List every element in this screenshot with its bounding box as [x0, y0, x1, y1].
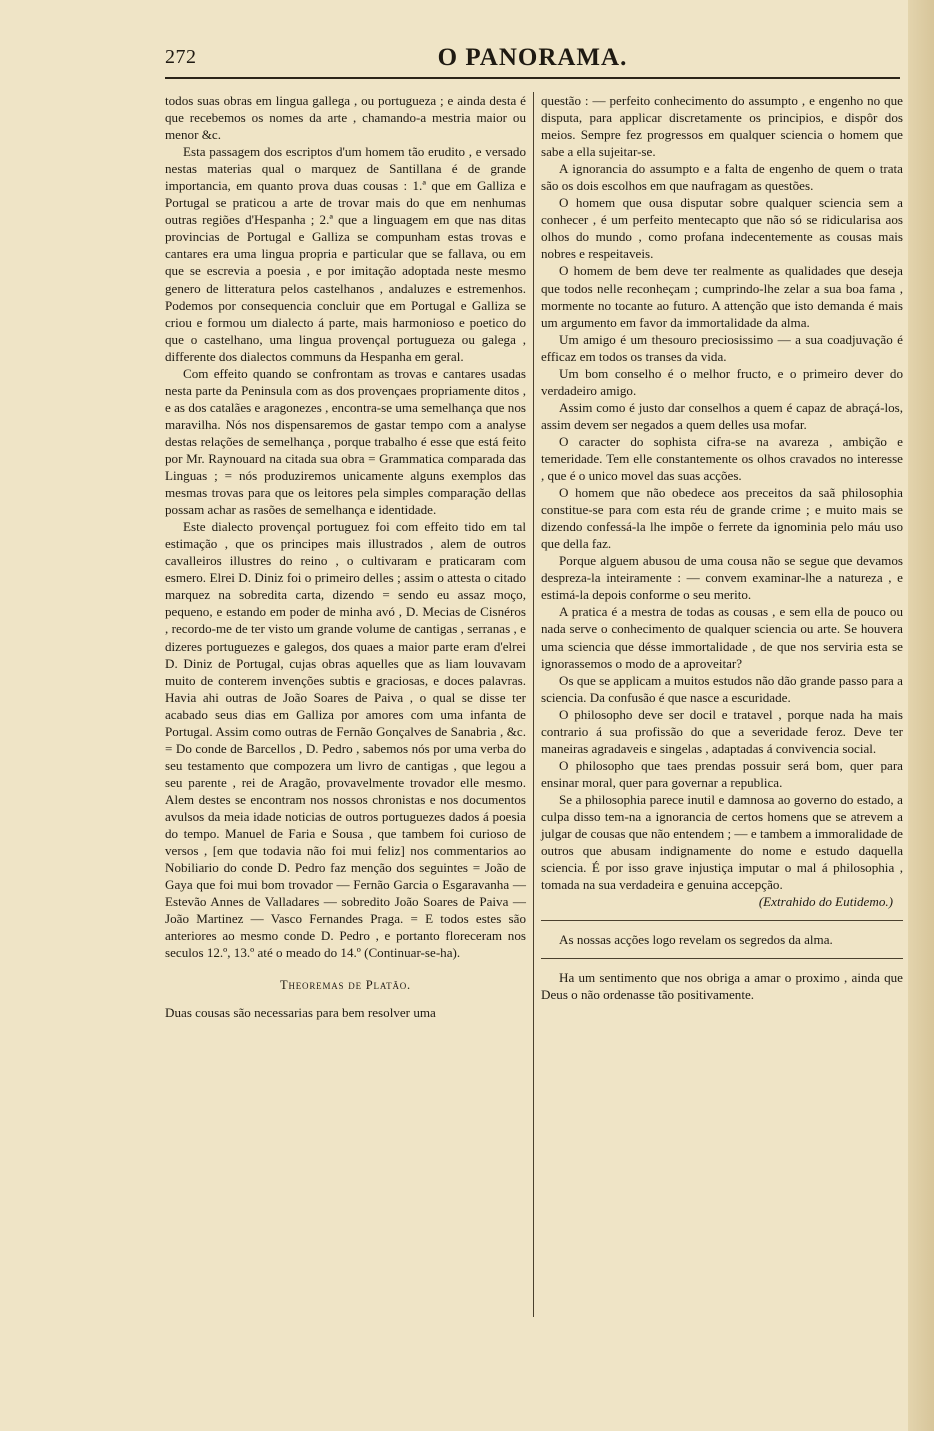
right-column [541, 92, 903, 1003]
section-start-paragraph: Duas cousas são necessarias para bem resolver uma [165, 1005, 436, 1021]
paragraph: O homem que ousa disputar sobre qualquer sciencia sem a conhecer , é um perfeito mentecapto que não só se ridicularisa aos olhos do mundo , como profana indecentemente as cousas mais nobres e respeitaveis. [541, 195, 903, 262]
paragraph: O homem que não obedece aos preceitos da saã philosophia constitue-se para com esta réu de grande crime ; e muito mais se dizendo confessá-la lhe impõe o ferrete da ignominia pelo máu uso que della faz. [541, 485, 903, 552]
column-divider [533, 92, 534, 1317]
masthead-title: O PANORAMA. [437, 44, 628, 71]
paragraph: Com effeito quando se confrontam as trovas e cantares usadas nesta parte da Peninsula com as dos provençaes propriamente ditos , e as dos catalães e aragonezes , encontra-se uma semelhança que nos maravilha. Nós nos dispensaremos de gastar tempo com a analyse destas relações de semelhança , porque trabalho é esse que está feito por Mr. Raynouard na citada sua obra = Grammatica comparada das Linguas ; = nós produziremos unicamente alguns exemplos das mesmas trovas para que os leitores pela simples comparação dellas possam achar as rasões de semelhança e identidade. [165, 365, 526, 518]
section-heading: Theoremas de Platão. [280, 978, 411, 993]
attribution: (Extrahido do Eutidemo.) [758, 894, 893, 910]
maxim: As nossas acções logo revelam os segredos da alma. [559, 932, 833, 948]
paragraph: A pratica é a mestra de todas as cousas , e sem ella de pouco ou nada serve o conhecimento de qualquer sciencia ou arte. Se houvera uma sciencia que désse immortalidade , de que nos serviria esta se ignorassemos o modo de a aproveitar? [541, 604, 903, 671]
paragraph: O philosopho que taes prendas possuir será bom, quer para ensinar moral, quer para governar a republica. [541, 757, 903, 790]
section-separator [541, 920, 903, 921]
paragraph: Um amigo é um thesouro preciosissimo — a sua coadjuvação é efficaz em todos os transes da vida. [541, 331, 903, 364]
paragraph: Esta passagem dos escriptos d'um homem tão erudito , e versado nestas materias qual o marquez de Santillana é de grande importancia, em quanto prova duas cousas : 1.ª que em Galliza e Portugal se praticou a arte de trovar mais do que em nenhumas outras regiões d'Hespanha ; 2.ª que a linguagem em que nas ditas provincias de Portugal e Galliza se compunham estas trovas e cantares era uma lingua propria e particular que se fallava, ou em que se escrevia a poesia , e por imitação adoptada neste mesmo genero de litteratura pelos castelhanos , andaluzes e estremenhos. Podemos por consequencia concluir que em Portugal e Galliza se criou e formou um dialecto á parte, mais harmonioso e poetico do que o castelhano, uma lingua provençal portugueza ou galega , differente dos dialectos communs da Hespanha em geral. [165, 144, 526, 364]
paragraph: O caracter do sophista cifra-se na avareza , ambição e temeridade. Tem elle constantemente os olhos cravados no interesse , que é o unico movel das suas acções. [541, 433, 903, 484]
paragraph: Porque alguem abusou de uma cousa não se segue que devamos despreza-la inteiramente : — convem examinar-lhe a natureza , e estimá-la depois conforme o seu merito. [541, 553, 903, 603]
paragraph: Este dialecto provençal portuguez foi com effeito tido em tal estimação , que os principes mais illustrados , alem de outros cavalleiros illustres do reino , o cultivaram e praticaram com esmero. Elrei D. Diniz foi o primeiro delles ; assim o attesta o citado marquez na sobredita carta, dizendo = sendo eu assaz moço, pequeno, e estando em poder de minha avó , D. Mecias de Cisnéros , recordo-me de ter visto um grande volume de cantigas , serranas , e dizeres portuguezes e galegos, dos quaes a maior parte eram d'elrei D. Diniz de Portugal, cujas obras aquelles que as liam louvavam muito de conterem invenções subtis e graciosas, e doces palavras. Havia ahi outras de João Soares de Paiva , o qual se disse ter acabado seus dias em Galliza por amores com uma infanta de Portugal. Assim como outras de Fernão Gonçalves de Sanabria , &c. = Do conde de Barcellos , D. Pedro , sabemos nós por uma verba do seu testamento que compozera um livro de cantigas , que legou a seu parente , rei de Aragão, provavelmente trovador elle mesmo. Alem destes se encontram nos nossos chronistas e nos documentos avulsos da meia idade noticias de outros portuguezes dados á poesia do tempo. Manuel de Faria e Sousa , que tambem foi curioso de versos , [em que todavia não foi mui feliz] nos commentarios ao Nobiliario do conde D. Pedro faz menção dos seguintes = João de Gaya que foi mui bom trovador — Fernão Garcia o Esgaravanha — Estevão Annes de Valladares — sobredito João Soares de Paiva — João Martinez — Vasco Fernandes Praga. = E todos estes são anteriores ao mesmo conde D. Pedro , e portanto floreceram nos seculos 12.º, 13.º até o meado do 14.º (Continuar-se-ha). [165, 519, 526, 961]
paragraph: O philosopho deve ser docil e tratavel , porque nada ha mais contrario á sua profissão do que a severidade feroz. Deve ter maneiras agradaveis e singelas , adaptadas á convivencia social. [541, 706, 903, 756]
section-separator [541, 958, 903, 959]
paragraph: O homem de bem deve ter realmente as qualidades que deseja que todos nelle reconheçam ; cumprindo-lhe zelar a sua boa fama , mormente no tocante ao futuro. A attenção que isto demanda é mais um argumento em favor da immortalidade da alma. [541, 263, 903, 330]
paragraph: Assim como é justo dar conselhos a quem é capaz de abraçá-los, assim devem ser negados a quem delles usa mofar. [541, 399, 903, 432]
header-rule [165, 77, 900, 79]
paragraph: Ha um sentimento que nos obriga a amar o proximo , ainda que Deus o não ordenasse tão positivamente. [541, 970, 903, 1003]
paragraph: A ignorancia do assumpto e a falta de engenho de quem o trata são os dois escolhos em que naufragam as questões. [541, 161, 903, 194]
left-column [165, 92, 526, 1021]
paragraph: Se a philosophia parece inutil e damnosa ao governo do estado, a culpa disso tem-na a ignorancia de certos homens que se atrevem a julgar de cousas que não entendem ; — e tambem a immoralidade de outros que abusam indignamente do nome e estudo daquella sciencia. É por isso grave injustiça imputar o mal á philosophia , tomada na sua verdadeira e genuina accepção. [541, 791, 903, 893]
paragraph: todos suas obras em lingua gallega , ou portugueza ; e ainda desta é que recebemos os nomes da arte , chamando-a mestria maior ou menor &c. [165, 93, 526, 143]
paragraph: Um bom conselho é o melhor fructo, e o primeiro dever do verdadeiro amigo. [541, 365, 903, 398]
paragraph: Os que se applicam a muitos estudos não dão grande passo para a sciencia. Da confusão é que nasce a escuridade. [541, 672, 903, 705]
page-number: 272 [165, 46, 197, 68]
page-header [165, 40, 900, 74]
paragraph: questão : — perfeito conhecimento do assumpto , e engenho no que disputa, para applicar discretamente os principios, e dispôr dos meios. Sempre fez progressos em qualquer sciencia o homem que sabe a ella sujeitar-se. [541, 93, 903, 160]
page-edge [908, 0, 934, 1431]
